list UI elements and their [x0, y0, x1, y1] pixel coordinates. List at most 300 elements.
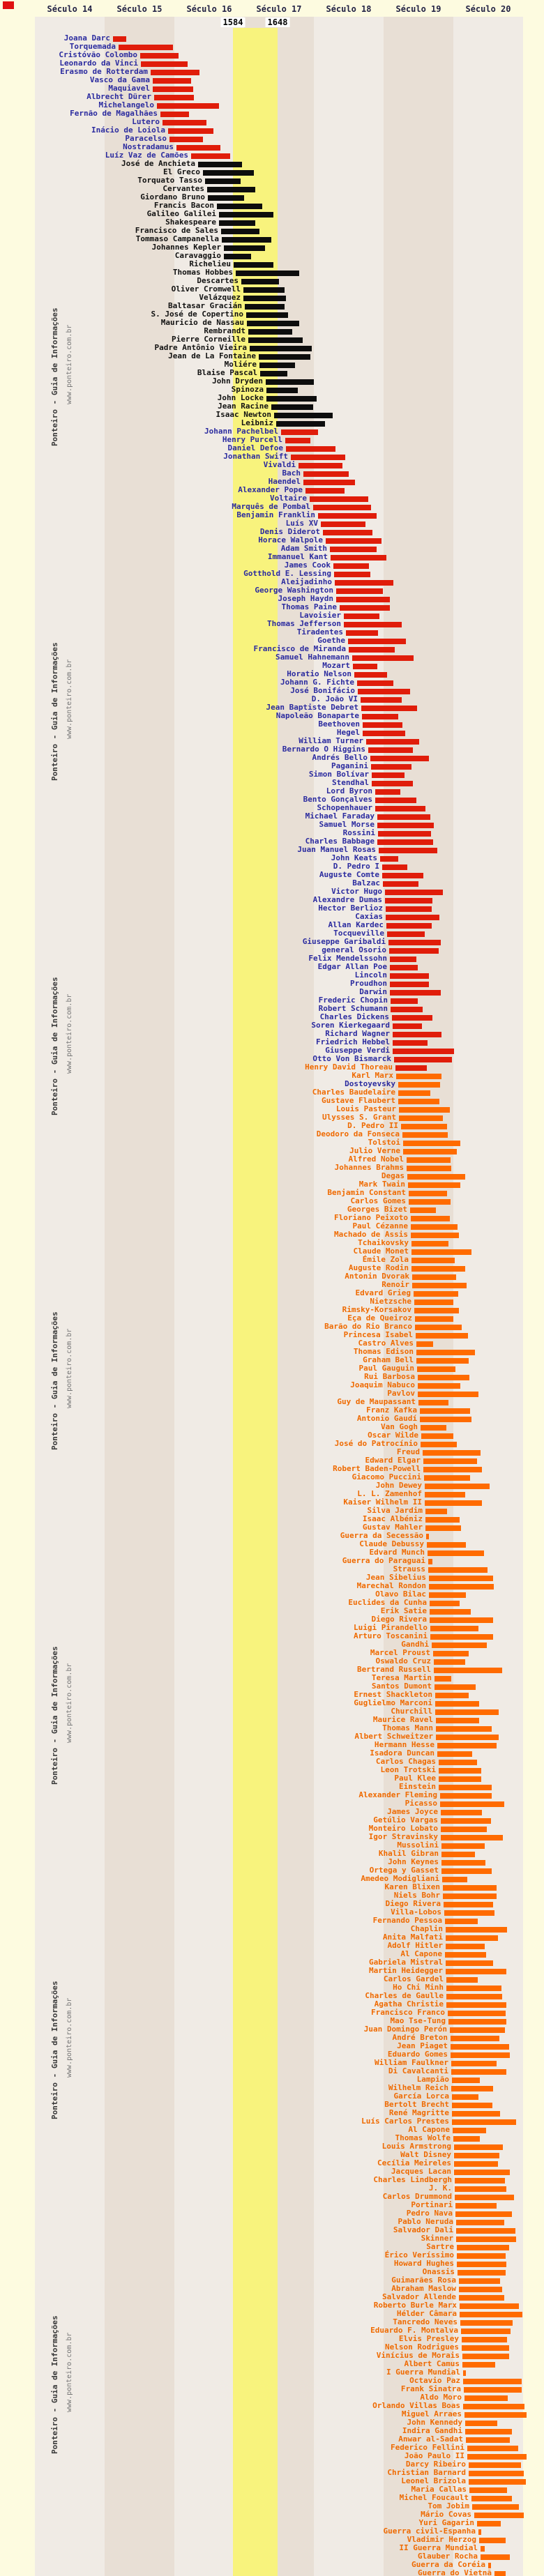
person-label: Silva Jardim: [367, 1506, 423, 1515]
person-label: Samuel Morse: [319, 820, 375, 829]
lifespan-bar: [411, 1224, 458, 1230]
person-label: René Magritte: [388, 2108, 449, 2117]
person-label: Hermann Hesse: [374, 1740, 435, 1749]
person-label: William Turner: [299, 736, 363, 745]
person-label: Caravaggio: [174, 251, 221, 260]
person-label: William Faulkner: [375, 2058, 448, 2067]
lifespan-bar: [250, 346, 312, 351]
person-label: Guerra da Coréia: [411, 2560, 485, 2569]
person-label: Claude Monet: [353, 1247, 409, 1256]
lifespan-bar: [222, 237, 271, 243]
person-label: George Washington: [255, 586, 333, 595]
person-label: Bach: [282, 468, 301, 478]
lifespan-bar: [446, 1969, 506, 1974]
lifespan-bar: [348, 639, 406, 644]
person-label: Gabriela Mistral: [369, 1958, 443, 1967]
person-label: Friedrich Hebbel: [316, 1037, 390, 1046]
person-label: Paul Gauguin: [358, 1364, 414, 1373]
lifespan-bar: [412, 1283, 467, 1288]
lifespan-bar: [402, 1132, 448, 1138]
person-label: Maria Callas: [411, 2485, 467, 2494]
person-label: Andrés Bello: [312, 753, 368, 762]
lifespan-bar: [446, 2002, 506, 2008]
lifespan-bar: [395, 1065, 427, 1071]
person-label: Renoir: [381, 1280, 409, 1289]
lifespan-bar: [219, 212, 273, 218]
lifespan-bar: [441, 1835, 503, 1840]
person-label: Giacomo Puccini: [352, 1472, 421, 1481]
lifespan-bar: [469, 2471, 524, 2476]
lifespan-bar: [281, 429, 318, 435]
lifespan-bar: [248, 329, 292, 335]
lifespan-bar: [469, 2479, 526, 2485]
person-label: José de Anchieta: [121, 159, 195, 168]
person-label: Alfred Nobel: [348, 1154, 404, 1164]
person-label: Fernando Pessoa: [372, 1916, 442, 1925]
lifespan-bar: [393, 1032, 441, 1037]
person-label: Émile Zola: [362, 1255, 409, 1264]
person-label: Salvador Dali: [393, 2225, 453, 2234]
person-label: Caxias: [355, 912, 383, 921]
person-label: general Osorio: [322, 945, 386, 954]
lifespan-bar: [323, 530, 372, 535]
lifespan-bar: [451, 2061, 497, 2066]
person-label: John Dewey: [375, 1481, 422, 1490]
lifespan-bar: [224, 245, 265, 251]
person-label: Ho Chi Minh: [393, 1983, 444, 1992]
lifespan-bar: [421, 1425, 446, 1431]
lifespan-bar: [481, 2546, 485, 2552]
lifespan-bar: [463, 2404, 524, 2409]
lifespan-bar: [266, 396, 317, 402]
lifespan-bar: [488, 2563, 491, 2568]
lifespan-bar: [371, 764, 411, 770]
person-label: Jean de La Fontaine: [168, 351, 256, 360]
person-label: Bernardo O Higgins: [282, 745, 365, 754]
lifespan-bar: [454, 2153, 499, 2158]
lifespan-bar: [153, 86, 193, 92]
person-label: Adam Smith: [280, 544, 327, 553]
person-label: Horatio Nelson: [287, 669, 352, 678]
lifespan-bar: [440, 1793, 492, 1799]
lifespan-bar: [418, 1392, 478, 1397]
lifespan-bar: [439, 1776, 481, 1782]
lifespan-bar: [411, 1216, 450, 1221]
person-label: Oliver Cromwell: [171, 284, 241, 294]
lifespan-bar: [358, 689, 410, 694]
person-label: Princesa Isabel: [343, 1330, 413, 1339]
person-label: Marcel Proust: [370, 1648, 430, 1657]
person-label: Thomas Mann: [382, 1723, 433, 1732]
person-label: Jean Piaget: [397, 2041, 448, 2050]
person-label: Carlos Chagas: [375, 1757, 436, 1766]
person-label: Lincoln: [354, 970, 387, 980]
person-label: Shakespeare: [165, 218, 216, 227]
century-label: Século 18: [326, 4, 372, 14]
person-label: Antonin Dvorak: [345, 1272, 409, 1281]
lifespan-bar: [457, 2262, 506, 2267]
person-label: Moliére: [224, 360, 257, 369]
person-label: Carlos Gardel: [383, 1974, 444, 1983]
lifespan-bar: [393, 1049, 454, 1054]
lifespan-bar: [434, 1668, 502, 1673]
lifespan-bar: [437, 1743, 497, 1748]
person-label: I Guerra Mundial: [386, 2368, 460, 2377]
person-label: Edvard Munch: [369, 1548, 425, 1557]
lifespan-bar: [321, 521, 365, 527]
person-label: Luís XV: [285, 519, 318, 528]
lifespan-bar: [464, 2387, 522, 2393]
lifespan-bar: [428, 1550, 484, 1556]
person-label: Thomas Paine: [281, 602, 337, 611]
lifespan-bar: [157, 103, 219, 109]
person-label: Rimsky-Korsakov: [342, 1305, 411, 1314]
lifespan-bar: [393, 1040, 428, 1046]
person-label: Francisco Franco: [371, 2008, 445, 2017]
lifespan-bar: [141, 61, 188, 67]
lifespan-bar: [448, 2019, 506, 2025]
lifespan-bar: [205, 178, 241, 184]
person-label: Schopenhauer: [317, 803, 372, 812]
lifespan-bar: [377, 823, 434, 828]
lifespan-bar: [425, 1500, 482, 1506]
lifespan-bar: [266, 379, 314, 385]
person-label: Tolstoi: [368, 1138, 400, 1147]
lifespan-bar: [387, 931, 425, 937]
lifespan-bar: [391, 998, 418, 1004]
person-label: Oswaldo Cruz: [375, 1656, 431, 1666]
lifespan-bar: [455, 2195, 514, 2200]
lifespan-bar: [430, 1609, 471, 1615]
lifespan-bar: [346, 630, 378, 636]
person-label: Felix Mendelssohn: [308, 954, 387, 963]
person-label: Jacques Lacan: [391, 2167, 451, 2176]
lifespan-bar: [425, 1517, 460, 1523]
person-label: Johannes Kepler: [151, 243, 221, 252]
person-label: Eduardo Gomes: [387, 2050, 448, 2059]
person-label: Beethoven: [318, 719, 360, 729]
person-label: Guimarães Rosa: [391, 2276, 456, 2285]
person-label: Al Capone: [400, 1949, 442, 1958]
band-end-year-label: 1648: [266, 17, 290, 27]
person-label: Churchill: [391, 1707, 432, 1716]
lifespan-bar: [285, 438, 310, 443]
person-label: Yuri Gagarin: [418, 2518, 474, 2527]
lifespan-bar: [466, 2437, 510, 2443]
person-label: Isaac Newton: [216, 410, 271, 419]
person-label: Charles Baudelaire: [312, 1088, 395, 1097]
person-label: Eduardo F. Montalva: [370, 2326, 458, 2335]
person-label: Dostoyevsky: [345, 1079, 395, 1088]
person-label: Michael Faraday: [305, 811, 375, 821]
person-label: Olavo Bilac: [375, 1590, 426, 1599]
person-label: Lavoisier: [299, 611, 341, 620]
person-label: Joana Darc: [63, 33, 110, 43]
lifespan-bar: [160, 112, 189, 117]
lifespan-bar: [310, 496, 368, 502]
person-label: D. João VI: [311, 694, 358, 703]
lifespan-bar: [313, 505, 371, 510]
lifespan-bar: [259, 363, 295, 368]
person-label: Agatha Christie: [374, 1999, 444, 2009]
lifespan-bar: [456, 2228, 515, 2234]
person-label: Francisco de Sales: [135, 226, 218, 235]
person-label: Pablo Neruda: [398, 2217, 453, 2226]
person-label: Abraham Maslow: [391, 2284, 456, 2293]
lifespan-bar: [446, 1977, 478, 1983]
person-label: Denis Diderot: [259, 527, 320, 536]
lifespan-bar: [451, 2044, 509, 2050]
person-label: Daniel Defoe: [227, 443, 283, 452]
person-label: Octavio Paz: [409, 2376, 460, 2385]
person-label: D. Pedro II: [347, 1121, 398, 1130]
person-label: Barão do Rio Branco: [324, 1322, 412, 1331]
person-label: Gustav Mahler: [362, 1523, 423, 1532]
sidebar-brand-text: Ponteiro - Guia de Informações: [50, 642, 59, 781]
person-label: Karl Marx: [352, 1071, 393, 1080]
lifespan-bar: [451, 2052, 510, 2058]
lifespan-bar: [441, 1818, 491, 1824]
person-label: Machado de Assis: [334, 1230, 408, 1239]
lifespan-bar: [407, 1174, 465, 1180]
lifespan-bar: [386, 906, 432, 912]
lifespan-bar: [335, 580, 393, 586]
lifespan-bar: [414, 1291, 458, 1297]
person-label: Richelieu: [189, 259, 231, 268]
lifespan-bar: [454, 2170, 510, 2175]
lifespan-bar: [414, 1308, 459, 1313]
person-label: Torquemada: [69, 42, 116, 51]
lifespan-bar: [451, 2069, 506, 2075]
lifespan-bar: [425, 1492, 465, 1497]
lifespan-bar: [471, 2496, 512, 2501]
person-label: Edgar Allan Poe: [317, 962, 387, 971]
lifespan-bar: [234, 262, 273, 268]
person-label: Michel Foucault: [399, 2493, 469, 2502]
lifespan-bar: [435, 1676, 451, 1682]
person-label: Jonathan Swift: [223, 452, 288, 461]
person-label: Orlando Villas Boas: [372, 2401, 460, 2410]
lifespan-bar: [119, 45, 173, 50]
person-label: Santos Dumont: [371, 1682, 432, 1691]
lifespan-bar: [330, 547, 377, 552]
lifespan-bar: [372, 772, 405, 778]
person-label: Jean Sibelius: [365, 1573, 426, 1582]
lifespan-bar: [426, 1534, 429, 1539]
lifespan-bar: [462, 2354, 509, 2359]
lifespan-bar: [430, 1626, 478, 1631]
lifespan-bar: [191, 153, 230, 159]
person-label: Anita Malfati: [382, 1933, 443, 1942]
person-label: Claude Debussy: [359, 1539, 424, 1548]
person-label: Albert Schweitzer: [354, 1732, 433, 1741]
lifespan-bar: [461, 2329, 511, 2334]
lifespan-bar: [446, 1960, 493, 1966]
lifespan-bar: [444, 1910, 494, 1916]
person-label: Frank Sinatra: [400, 2384, 461, 2393]
person-label: Guerra do Vietnã: [418, 2568, 492, 2576]
lifespan-bar: [432, 1643, 487, 1648]
lifespan-bar: [153, 78, 191, 84]
lifespan-bar: [168, 128, 213, 134]
person-label: Alexandre Dumas: [312, 895, 382, 904]
lifespan-bar: [481, 2554, 510, 2560]
lifespan-bar: [460, 2320, 513, 2326]
lifespan-bar: [382, 873, 423, 878]
lifespan-bar: [386, 915, 439, 920]
person-label: Charles de Gaulle: [365, 1991, 444, 2000]
lifespan-bar: [416, 1358, 469, 1364]
person-label: Walt Disney: [400, 2150, 451, 2159]
person-label: Oscar Wilde: [368, 1431, 418, 1440]
person-label: Miguel Arraes: [401, 2409, 462, 2418]
lifespan-bar: [444, 1902, 493, 1907]
person-label: Charles Babbage: [305, 837, 375, 846]
lifespan-bar: [352, 655, 414, 661]
person-label: Torquato Tasso: [137, 176, 202, 185]
lifespan-bar: [479, 2538, 506, 2543]
lifespan-bar: [408, 1182, 460, 1188]
lifespan-bar: [344, 622, 402, 627]
person-label: Kaiser Wilhelm II: [343, 1497, 422, 1507]
lifespan-bar: [457, 2245, 509, 2250]
person-label: Samuel Hahnemann: [275, 653, 349, 662]
lifespan-bar: [243, 287, 285, 293]
lifespan-bar: [375, 789, 400, 795]
person-label: Picasso: [405, 1799, 437, 1808]
person-label: Guerra civil-Espanha: [383, 2527, 476, 2536]
lifespan-bar: [318, 513, 377, 519]
lifespan-bar: [336, 588, 383, 594]
person-label: Rui Barbosa: [364, 1372, 415, 1381]
person-label: Alexander Fleming: [358, 1790, 437, 1799]
person-label: James Joyce: [387, 1807, 438, 1816]
lifespan-bar: [388, 940, 441, 945]
lifespan-bar: [455, 2203, 497, 2209]
lifespan-bar: [448, 2011, 506, 2016]
person-label: Fernão de Magalhães: [70, 109, 158, 118]
lifespan-bar: [409, 1199, 451, 1205]
lifespan-bar: [452, 2094, 478, 2100]
lifespan-bar: [439, 1760, 477, 1765]
sidebar-url-text: www.ponteiro.com.br: [66, 1997, 73, 2078]
lifespan-bar: [344, 613, 379, 619]
lifespan-bar: [420, 1417, 471, 1422]
person-label: Frederic Chopin: [318, 996, 388, 1005]
person-label: Descartes: [197, 276, 239, 285]
person-label: Goethe: [317, 636, 345, 645]
century-stripe: [453, 17, 523, 2576]
lifespan-bar: [361, 706, 417, 711]
lifespan-bar: [451, 2086, 493, 2091]
lifespan-bar: [260, 371, 287, 376]
lifespan-bar: [390, 982, 429, 987]
person-label: Christian Barnard: [387, 2468, 466, 2477]
person-label: Simon Bolívar: [308, 770, 369, 779]
sidebar-brand-text: Ponteiro - Guia de Informações: [50, 1981, 59, 2119]
person-label: Albert Camus: [404, 2359, 460, 2368]
lifespan-bar: [441, 1810, 482, 1815]
lifespan-bar: [477, 2521, 501, 2527]
lifespan-bar: [446, 1994, 502, 1999]
person-label: Cecília Meireles: [377, 2158, 451, 2167]
person-label: Freud: [396, 1447, 420, 1456]
sidebar-brand-text: Ponteiro - Guia de Informações: [50, 2315, 59, 2454]
lifespan-bar: [390, 973, 429, 979]
lifespan-bar: [385, 898, 432, 904]
century-label: Século 14: [47, 4, 93, 14]
lifespan-bar: [460, 2312, 522, 2317]
person-label: Auguste Comte: [319, 870, 379, 879]
person-label: Pedro Nava: [406, 2209, 453, 2218]
lifespan-bar: [303, 471, 349, 477]
person-label: L. L. Zamenhof: [357, 1489, 422, 1498]
person-label: Mozart: [322, 661, 350, 670]
lifespan-bar: [464, 2412, 527, 2418]
person-label: Paganini: [331, 761, 368, 770]
person-label: Benjamin Franklin: [236, 510, 315, 519]
person-label: Niels Bohr: [393, 1891, 440, 1900]
person-label: Auguste Rodin: [348, 1263, 409, 1272]
lifespan-bar: [412, 1274, 456, 1280]
person-label: Rossini: [342, 828, 375, 837]
person-label: Isadora Duncan: [370, 1748, 435, 1758]
lifespan-bar: [446, 1935, 498, 1941]
person-label: Portinari: [411, 2200, 453, 2209]
lifespan-bar: [459, 2295, 504, 2301]
person-label: D. Pedro I: [333, 862, 379, 871]
sidebar-brand-text: Ponteiro - Guia de Informações: [50, 307, 59, 446]
person-label: Vivaldi: [263, 460, 296, 469]
lifespan-bar: [243, 296, 286, 301]
lifespan-bar: [380, 856, 398, 862]
lifespan-bar: [420, 1408, 470, 1414]
person-label: James Cook: [284, 561, 331, 570]
person-label: Howard Hughes: [393, 2259, 454, 2268]
lifespan-bar: [362, 714, 398, 719]
lifespan-bar: [403, 1149, 457, 1154]
person-label: Pavlov: [387, 1389, 415, 1398]
lifespan-bar: [357, 680, 393, 686]
person-label: John Dryden: [212, 376, 263, 386]
lifespan-bar: [441, 1827, 487, 1832]
lifespan-bar: [248, 337, 303, 343]
person-label: Johannes Brahms: [334, 1163, 404, 1172]
lifespan-bar: [445, 1952, 486, 1958]
person-label: Mário Covas: [421, 2510, 471, 2519]
person-label: Marquês de Pombal: [232, 502, 310, 511]
person-label: Gandhi: [401, 1640, 429, 1649]
person-label: Tom Jobim: [428, 2501, 469, 2510]
person-label: Diego Rivera: [371, 1615, 427, 1624]
person-label: Vasco da Gama: [89, 75, 150, 84]
person-label: Leibniz: [241, 418, 273, 427]
lifespan-bar: [410, 1207, 436, 1213]
lifespan-bar: [463, 2379, 522, 2384]
lifespan-bar: [393, 1023, 422, 1029]
lifespan-bar: [224, 254, 251, 259]
lifespan-bar: [399, 1107, 450, 1113]
lifespan-bar: [425, 1484, 490, 1489]
lifespan-bar: [445, 1919, 478, 1924]
person-label: José Bonifácio: [290, 686, 355, 695]
person-label: Lord Byron: [326, 786, 372, 795]
person-label: Blaise Pascal: [197, 368, 257, 377]
person-label: Castro Alves: [358, 1339, 414, 1348]
person-label: Edward Elgar: [365, 1456, 421, 1465]
person-label: André Breton: [392, 2033, 448, 2042]
lifespan-bar: [236, 270, 299, 276]
